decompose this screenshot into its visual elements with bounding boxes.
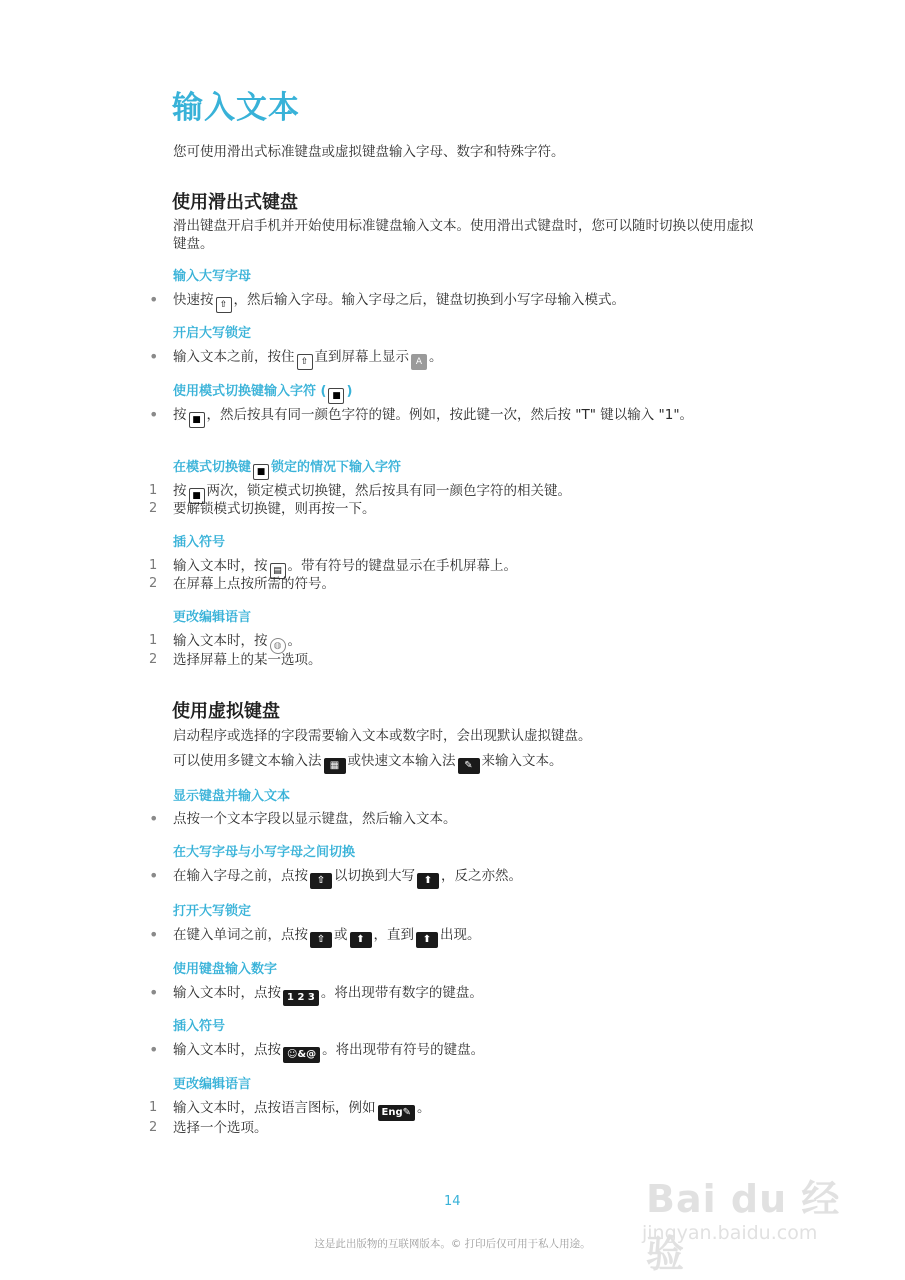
list-item xyxy=(149,500,749,518)
item-text: 直到屏幕上显示 xyxy=(314,349,409,365)
mode-key-icon: ■ xyxy=(189,488,205,504)
subheading-show-keyboard: 显示键盘并输入文本 xyxy=(173,789,291,804)
list-item xyxy=(149,926,749,948)
subheading-uppercase: 输入大写字母 xyxy=(173,269,252,284)
item-text: 输入文本时，点按 xyxy=(173,1042,281,1058)
section-para-virtual: 启动程序或选择的字段需要输入文本或数字时，会出现默认虚拟键盘。 xyxy=(173,728,592,744)
list-item xyxy=(149,291,749,313)
section-heading-slideout: 使用滑出式键盘 xyxy=(172,192,298,213)
list-item xyxy=(149,348,749,370)
item-text: ，反之亦然。 xyxy=(441,868,522,884)
intro-text: 您可使用滑出式标准键盘或虚拟键盘输入字母、数字和特殊字符。 xyxy=(173,144,565,160)
item-text: ，然后输入字母。输入字母之后，键盘切换到小写字母输入模式。 xyxy=(233,292,625,308)
item-text: ，然后按具有同一颜色字符的键。例如，按此键一次，然后按 "T" 键以输入 "1"。 xyxy=(206,407,694,423)
page-number: 14 xyxy=(444,1194,461,1209)
caps-indicator-icon: A xyxy=(411,354,427,370)
bullet: • xyxy=(149,866,159,885)
list-item xyxy=(149,1041,749,1063)
subheading-toggle-case: 在大写字母与小写字母之间切换 xyxy=(173,845,356,860)
item-text: 在输入字母之前，点按 xyxy=(173,868,308,884)
shift-outline-icon: ⇧ xyxy=(310,932,332,948)
list-item xyxy=(149,575,749,593)
bullet: • xyxy=(149,925,159,944)
step-number: 2 xyxy=(149,576,158,591)
list-item xyxy=(149,867,749,889)
list-item xyxy=(149,1119,749,1137)
item-text: 按 xyxy=(173,483,187,499)
item-text: 。 xyxy=(429,349,443,365)
item-text: 输入文本之前，按住 xyxy=(173,349,295,365)
section-heading-virtual: 使用虚拟键盘 xyxy=(172,701,280,722)
globe-icon: ◍ xyxy=(270,638,286,654)
list-item xyxy=(149,810,749,828)
list-item xyxy=(149,984,749,1006)
item-text: 。 xyxy=(287,633,301,649)
quicktext-icon: ✎ xyxy=(458,758,480,774)
shift-filled-icon: ⬆ xyxy=(350,932,372,948)
baidu-watermark xyxy=(640,1140,860,1276)
mode-key-icon: ■ xyxy=(253,464,269,480)
numbers-key-icon: 1 2 3 xyxy=(283,990,319,1006)
watermark-logo: Bai du 经验 xyxy=(646,1177,841,1276)
language-key-icon: Eng✎ xyxy=(378,1105,416,1121)
item-text: 以切换到大写 xyxy=(334,868,415,884)
subheading-open-capslock: 打开大写锁定 xyxy=(173,904,252,919)
subheading-text: 在模式切换键 xyxy=(173,460,252,475)
subheading-edit-language-2: 更改编辑语言 xyxy=(173,1077,252,1092)
item-text: 。带有符号的键盘显示在手机屏幕上。 xyxy=(287,558,517,574)
subheading-enter-numbers: 使用键盘输入数字 xyxy=(173,962,278,977)
subheading-text: 锁定的情况下输入字符 xyxy=(271,460,402,475)
step-number: 2 xyxy=(149,652,158,667)
footer-note: 这是此出版物的互联网版本。© 打印后仅可用于私人用途。 xyxy=(314,1238,591,1250)
item-text: 输入文本时，按 xyxy=(173,558,268,574)
bullet: • xyxy=(149,347,159,366)
para-text: 可以使用多键文本输入法 xyxy=(173,753,322,769)
symbols-key-icon: ☺&@ xyxy=(283,1047,320,1063)
para-text: 来输入文本。 xyxy=(481,753,563,769)
subheading-text: 使用模式切换键输入字符 ( xyxy=(173,384,327,399)
list-item xyxy=(149,651,749,669)
bullet: • xyxy=(149,405,159,424)
shift-filled-icon: ⬆ xyxy=(417,873,439,889)
item-text: 在屏幕上点按所需的符号。 xyxy=(173,576,335,592)
bullet: • xyxy=(149,290,159,309)
item-text: 输入文本时，点按 xyxy=(173,985,281,1001)
subheading-insert-symbol: 插入符号 xyxy=(173,535,226,550)
item-text: 输入文本时，点按语言图标，例如 xyxy=(173,1100,376,1116)
step-number: 2 xyxy=(149,501,158,516)
item-text: 按 xyxy=(173,407,187,423)
watermark-url: jingyan.baidu.com xyxy=(642,1222,818,1244)
item-text: 两次，锁定模式切换键，然后按具有同一颜色字符的相关键。 xyxy=(206,483,571,499)
mode-key-icon: ■ xyxy=(328,388,344,404)
step-number: 1 xyxy=(149,483,158,498)
item-text: 。将出现带有数字的键盘。 xyxy=(320,985,483,1001)
subheading-insert-symbol-2: 插入符号 xyxy=(173,1019,226,1034)
subheading-text: ) xyxy=(346,384,353,399)
subheading-edit-language: 更改编辑语言 xyxy=(173,610,252,625)
item-text: 。 xyxy=(417,1100,431,1116)
item-text: 或 xyxy=(334,927,348,943)
item-text: 快速按 xyxy=(173,292,214,308)
item-text: 选择屏幕上的某一选项。 xyxy=(173,652,322,668)
bullet: • xyxy=(149,1040,159,1059)
step-number: 2 xyxy=(149,1120,158,1135)
item-text: 点按一个文本字段以显示键盘，然后输入文本。 xyxy=(173,811,457,827)
item-text: 。将出现带有符号的键盘。 xyxy=(322,1042,485,1058)
item-text: 出现。 xyxy=(440,927,481,943)
bullet: • xyxy=(149,983,159,1002)
section-para-input-methods xyxy=(173,752,763,774)
item-text: 要解锁模式切换键，则再按一下。 xyxy=(173,501,376,517)
subheading-mode-locked xyxy=(173,460,401,480)
step-number: 1 xyxy=(149,633,158,648)
shift-key-icon: ⇧ xyxy=(216,297,232,313)
item-text: 输入文本时，按 xyxy=(173,633,268,649)
item-text: 选择一个选项。 xyxy=(173,1120,268,1136)
caps-lock-icon: ⬆ xyxy=(416,932,438,948)
list-item xyxy=(149,406,749,428)
bullet: • xyxy=(149,809,159,828)
subheading-mode-key xyxy=(173,384,352,404)
symbol-key-icon: ▤ xyxy=(270,563,286,579)
para-text: 或快速文本输入法 xyxy=(347,753,456,769)
mode-key-icon: ■ xyxy=(189,412,205,428)
item-text: ，直到 xyxy=(373,927,414,943)
shift-key-icon: ⇧ xyxy=(297,354,313,370)
step-number: 1 xyxy=(149,558,158,573)
item-text: 在键入单词之前，点按 xyxy=(173,927,308,943)
list-item xyxy=(149,1099,749,1121)
subheading-capslock: 开启大写锁定 xyxy=(173,326,252,341)
multitap-icon: ▦ xyxy=(324,758,346,774)
section-para-slideout: 滑出键盘开启手机并开始使用标准键盘输入文本。使用滑出式键盘时，您可以随时切换以使用虚拟键盘。 xyxy=(173,218,754,252)
page-title: 输入文本 xyxy=(172,90,300,126)
shift-outline-icon: ⇧ xyxy=(310,873,332,889)
step-number: 1 xyxy=(149,1100,158,1115)
